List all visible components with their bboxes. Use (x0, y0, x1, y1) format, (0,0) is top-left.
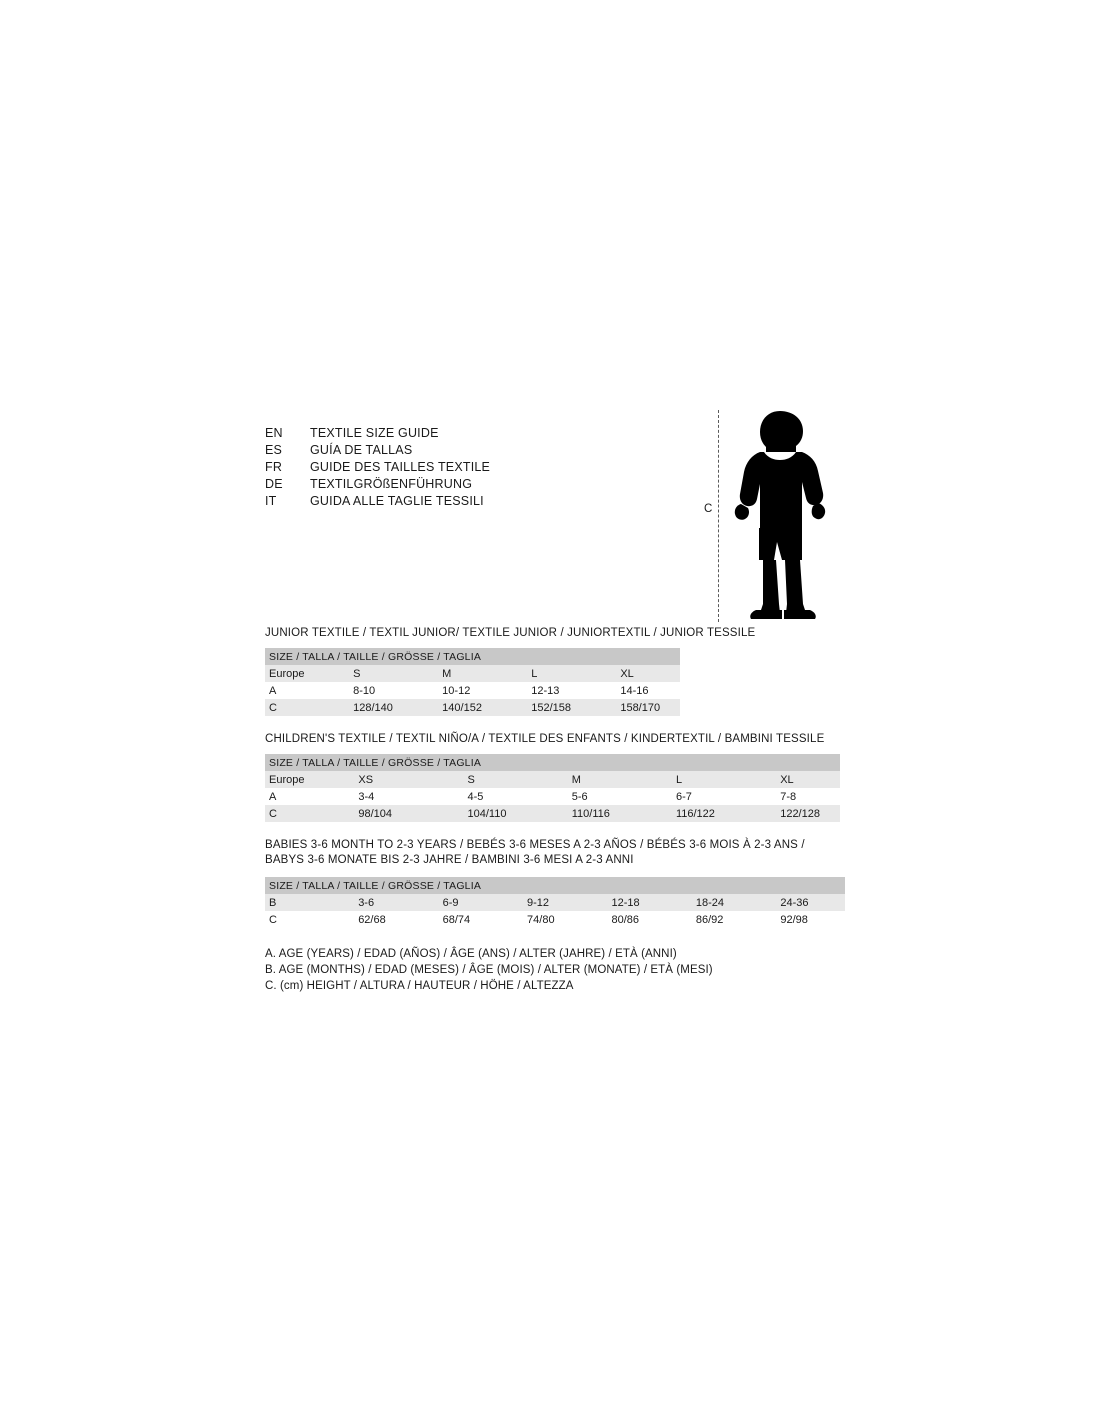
row-value: 152/158 (531, 699, 620, 716)
table-header-label: SIZE / TALLA / TAILLE / GRÖSSE / TAGLIA (265, 754, 840, 771)
section-title-junior: JUNIOR TEXTILE / TEXTIL JUNIOR/ TEXTILE JUNIOR / JUNIORTEXTIL / JUNIOR TESSILE (265, 627, 756, 639)
language-row-es (265, 442, 490, 459)
table-babies-textile (265, 877, 845, 928)
language-row-fr (265, 459, 490, 476)
row-label: A (265, 682, 353, 699)
row-value: XL (620, 665, 680, 682)
row-value: 110/116 (572, 805, 676, 822)
row-value: 14-16 (620, 682, 680, 699)
row-value: XL (780, 771, 840, 788)
table-header-row (265, 754, 840, 771)
table-row (265, 699, 680, 716)
row-value: 18-24 (696, 894, 780, 911)
row-value: 86/92 (696, 911, 780, 928)
row-value: L (531, 665, 620, 682)
table-row (265, 911, 845, 928)
row-value: 7-8 (780, 788, 840, 805)
row-value: 128/140 (353, 699, 442, 716)
row-value: 68/74 (443, 911, 527, 928)
language-title: GUIDA ALLE TAGLIE TESSILI (310, 494, 484, 508)
table-junior-textile (265, 648, 680, 716)
language-list (265, 425, 490, 510)
row-value: 92/98 (780, 911, 845, 928)
row-label: C (265, 805, 358, 822)
table-header-label: SIZE / TALLA / TAILLE / GRÖSSE / TAGLIA (265, 648, 680, 665)
row-value: 12-18 (611, 894, 695, 911)
row-value: 4-5 (468, 788, 572, 805)
measurement-label-c: C (704, 503, 713, 515)
language-title: GUÍA DE TALLAS (310, 443, 413, 457)
row-value: L (676, 771, 780, 788)
table-children-textile (265, 754, 840, 822)
row-value: 9-12 (527, 894, 611, 911)
table-row (265, 682, 680, 699)
row-value: 10-12 (442, 682, 531, 699)
row-value: M (442, 665, 531, 682)
table-row (265, 894, 845, 911)
row-value: 12-13 (531, 682, 620, 699)
section-title-children: CHILDREN'S TEXTILE / TEXTIL NIÑO/A / TEXTILE DES ENFANTS / KINDERTEXTIL / BAMBINI TESSILE (265, 733, 825, 745)
row-value: 3-6 (358, 894, 442, 911)
section-title-babies-line2: BABYS 3-6 MONATE BIS 2-3 JAHRE / BAMBINI 3-6 MESI A 2-3 ANNI (265, 854, 634, 866)
row-value: 158/170 (620, 699, 680, 716)
table-header-row (265, 648, 680, 665)
row-value: S (353, 665, 442, 682)
row-value: 140/152 (442, 699, 531, 716)
row-label: C (265, 699, 353, 716)
footnotes (265, 946, 713, 994)
language-code: IT (265, 494, 277, 508)
language-title: TEXTILE SIZE GUIDE (310, 426, 439, 440)
row-value: 74/80 (527, 911, 611, 928)
language-code: FR (265, 460, 283, 474)
row-value: 6-9 (443, 894, 527, 911)
language-code: ES (265, 443, 283, 457)
row-value: 24-36 (780, 894, 845, 911)
row-label: A (265, 788, 358, 805)
language-code: EN (265, 426, 283, 440)
row-label: Europe (265, 665, 353, 682)
row-value: 122/128 (780, 805, 840, 822)
row-value: 6-7 (676, 788, 780, 805)
language-title: GUIDE DES TAILLES TEXTILE (310, 460, 491, 474)
row-value: 5-6 (572, 788, 676, 805)
table-header-row (265, 877, 845, 894)
row-value: 80/86 (611, 911, 695, 928)
child-silhouette-icon (730, 408, 850, 623)
row-value: 8-10 (353, 682, 442, 699)
measurement-dashed-line (718, 410, 719, 622)
section-title-babies-line1: BABIES 3-6 MONTH TO 2-3 YEARS / BEBÉS 3-6 MESES A 2-3 AÑOS / BÉBÉS 3-6 MOIS À 2-3 ANS / (265, 839, 805, 851)
language-code: DE (265, 477, 283, 491)
row-value: XS (358, 771, 467, 788)
height-measurement-figure (700, 408, 880, 633)
footnote-a: A. AGE (YEARS) / EDAD (AÑOS) / ÂGE (ANS) / ALTER (JAHRE) / ETÀ (ANNI) (265, 948, 677, 960)
table-row (265, 805, 840, 822)
row-value: M (572, 771, 676, 788)
footnote-c: C. (cm) HEIGHT / ALTURA / HAUTEUR / HÖHE / ALTEZZA (265, 980, 574, 992)
row-label: Europe (265, 771, 358, 788)
row-value: 116/122 (676, 805, 780, 822)
language-row-de (265, 476, 490, 493)
row-value: 104/110 (468, 805, 572, 822)
footnote-b: B. AGE (MONTHS) / EDAD (MESES) / ÂGE (MOIS) / ALTER (MONATE) / ETÀ (MESI) (265, 964, 713, 976)
row-label: C (265, 911, 358, 928)
language-title: TEXTILGRÖßENFÜHRUNG (310, 477, 473, 491)
language-row-en (265, 425, 490, 442)
row-value: 62/68 (358, 911, 442, 928)
table-header-label: SIZE / TALLA / TAILLE / GRÖSSE / TAGLIA (265, 877, 845, 894)
language-row-it (265, 493, 490, 510)
table-row (265, 771, 840, 788)
table-row (265, 665, 680, 682)
table-row (265, 788, 840, 805)
row-value: 98/104 (358, 805, 467, 822)
row-value: S (468, 771, 572, 788)
row-label: B (265, 894, 358, 911)
row-value: 3-4 (358, 788, 467, 805)
